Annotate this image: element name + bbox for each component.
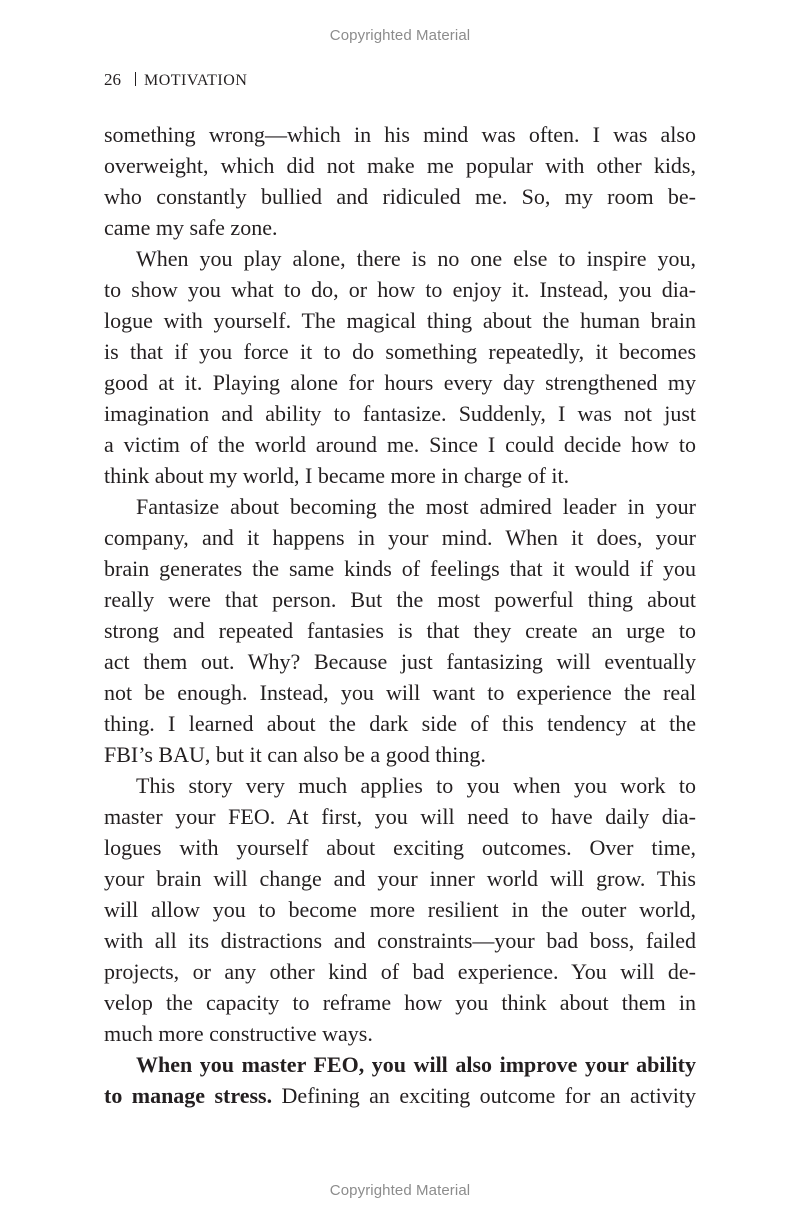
text-line: projects, or any other kind of bad experience. You will de-	[104, 959, 696, 984]
text-line: to show you what to do, or how to enjoy it. Instead, you dia-	[104, 277, 696, 302]
text-line: logues with yourself about exciting outcomes. Over time,	[104, 835, 696, 860]
text-line: something wrong—which in his mind was often. I was also	[104, 122, 696, 147]
paragraph	[104, 491, 696, 770]
text-line: will allow you to become more resilient in the outer world,	[104, 897, 696, 922]
page-number: 26	[104, 70, 121, 89]
text-line: not be enough. Instead, you will want to experience the real	[104, 680, 696, 705]
text-line: good at it. Playing alone for hours every day strengthened my	[104, 370, 696, 395]
paragraph	[104, 1049, 696, 1111]
text-tail: Defining an exciting outcome for an activity	[272, 1083, 696, 1108]
text-line: act them out. Why? Because just fantasizing will eventually	[104, 649, 696, 674]
text-line: with all its distractions and constraints—your bad boss, failed	[104, 928, 696, 953]
copyright-watermark-top: Copyrighted Material	[329, 27, 471, 44]
text-line: brain generates the same kinds of feelings that it would if you	[104, 556, 696, 581]
text-line: company, and it happens in your mind. When it does, your	[104, 525, 696, 550]
body-text	[104, 119, 696, 1111]
text-line: When you play alone, there is no one else to inspire you,	[136, 246, 696, 271]
text-line: really were that person. But the most powerful thing about	[104, 587, 696, 612]
text-line: logue with yourself. The magical thing about the human brain	[104, 308, 696, 333]
text-line: much more constructive ways.	[104, 1021, 373, 1046]
text-line: velop the capacity to reframe how you think about them in	[104, 990, 696, 1015]
text-line: strong and repeated fantasies is that they create an urge to	[104, 618, 696, 643]
chapter-title: MOTIVATION	[144, 72, 248, 89]
text-line: This story very much applies to you when you work to	[136, 773, 696, 798]
bold-lead-in: to manage stress.	[104, 1083, 273, 1108]
text-line: Fantasize about becoming the most admired leader in your	[136, 494, 696, 519]
text-line: is that if you force it to do something repeatedly, it becomes	[104, 339, 696, 364]
text-line: think about my world, I became more in charge of it.	[104, 463, 570, 488]
paragraph	[104, 770, 696, 1049]
text-line: your brain will change and your inner world will grow. This	[104, 866, 696, 891]
text-line: overweight, which did not make me popular with other kids,	[104, 153, 696, 178]
text-line: came my safe zone.	[104, 215, 278, 240]
copyright-watermark-bottom: Copyrighted Material	[329, 1182, 471, 1199]
text-line: a victim of the world around me. Since I could decide how to	[104, 432, 696, 457]
paragraph	[104, 243, 696, 491]
header-divider	[135, 72, 136, 86]
text-line	[104, 1080, 696, 1111]
text-line: imagination and ability to fantasize. Suddenly, I was not just	[104, 401, 696, 426]
bold-text-line: When you master FEO, you will also improve your ability	[136, 1052, 696, 1077]
paragraph	[104, 119, 696, 243]
text-line: who constantly bullied and ridiculed me. So, my room be-	[104, 184, 696, 209]
running-head	[104, 70, 247, 90]
text-line: FBI’s BAU, but it can also be a good thing.	[104, 742, 486, 767]
text-line: thing. I learned about the dark side of this tendency at the	[104, 711, 696, 736]
text-line: master your FEO. At first, you will need to have daily dia-	[104, 804, 696, 829]
